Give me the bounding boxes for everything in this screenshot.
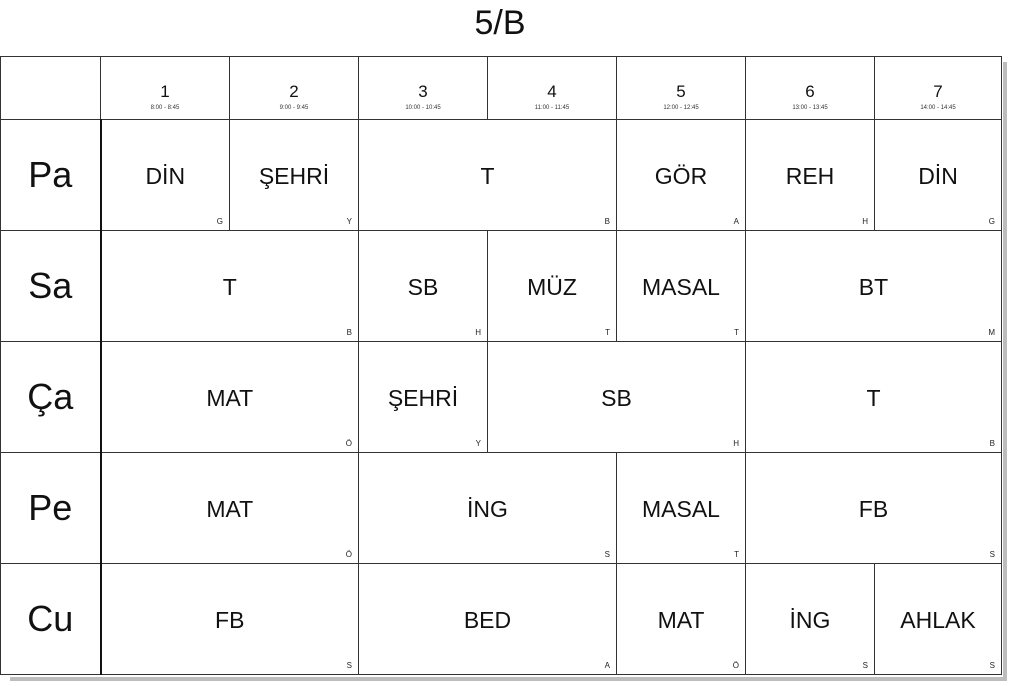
period-time: 11:00 - 11:45 (534, 105, 570, 111)
lesson-cell (746, 342, 1002, 453)
lesson-cell (488, 342, 746, 453)
lesson-teacher: Ö (345, 550, 352, 559)
period-number: 5 (676, 82, 686, 101)
period-number: 6 (805, 82, 815, 101)
lesson-cell (875, 564, 1002, 675)
period-time: 14:00 - 14:45 (920, 105, 956, 111)
lesson-teacher: G (216, 217, 223, 226)
lesson-teacher: S (989, 661, 995, 670)
lesson-subject: ŞEHRİ (387, 385, 459, 411)
period-header (746, 57, 875, 120)
lesson-subject: MASAL (642, 274, 720, 300)
lesson-cell (359, 564, 617, 675)
lesson-cell (230, 120, 359, 231)
day-row (1, 231, 1002, 342)
lesson-subject: MAT (206, 496, 254, 522)
period-time: 9:00 - 9:45 (279, 105, 309, 111)
period-time: 12:00 - 12:45 (663, 105, 699, 111)
lesson-teacher: G (988, 217, 995, 226)
lesson-cell (101, 120, 230, 231)
lesson-subject: T (222, 274, 237, 300)
lesson-teacher: S (989, 550, 995, 559)
lesson-subject: MÜZ (527, 274, 577, 300)
lesson-teacher: Y (475, 439, 481, 448)
lesson-teacher: S (604, 550, 610, 559)
day-row (1, 453, 1002, 564)
period-number: 7 (933, 82, 943, 101)
period-header (101, 57, 230, 120)
lesson-subject: MAT (206, 385, 254, 411)
lesson-teacher: A (604, 661, 610, 670)
period-time: 8:00 - 8:45 (150, 105, 180, 111)
period-header (359, 57, 488, 120)
lesson-teacher: Y (346, 217, 352, 226)
timetable (0, 56, 1002, 675)
lesson-cell (101, 564, 359, 675)
day-label: Pe (1, 453, 101, 564)
lesson-subject: DİN (145, 163, 186, 189)
lesson-teacher: B (989, 439, 995, 448)
lesson-cell (101, 231, 359, 342)
lesson-cell (101, 342, 359, 453)
lesson-subject: FB (858, 496, 889, 522)
lesson-subject: GÖR (654, 163, 708, 189)
lesson-subject: İNG (789, 607, 831, 633)
period-header (488, 57, 617, 120)
lesson-cell (875, 120, 1002, 231)
lesson-subject: T (866, 385, 881, 411)
frame-shadow-bottom (10, 677, 1007, 681)
lesson-cell (617, 453, 746, 564)
lesson-cell (617, 564, 746, 675)
lesson-teacher: T (734, 550, 739, 559)
period-time: 10:00 - 10:45 (405, 105, 441, 111)
lesson-cell (746, 231, 1002, 342)
day-label: Sa (1, 231, 101, 342)
lesson-subject: FB (215, 607, 245, 633)
lesson-subject: MAT (657, 607, 705, 633)
lesson-cell (617, 120, 746, 231)
lesson-teacher: B (346, 328, 352, 337)
day-label: Cu (1, 564, 101, 675)
lesson-subject: BED (463, 607, 512, 633)
lesson-teacher: T (605, 328, 610, 337)
lesson-teacher: Ö (732, 661, 739, 670)
period-header (617, 57, 746, 120)
lesson-teacher: B (604, 217, 610, 226)
lesson-teacher: S (862, 661, 868, 670)
lesson-subject: DİN (918, 163, 958, 189)
lesson-subject: SB (601, 385, 632, 411)
lesson-teacher: S (346, 661, 352, 670)
lesson-subject: BT (858, 274, 889, 300)
lesson-subject: İNG (467, 496, 508, 522)
lesson-subject: REH (785, 163, 835, 189)
lesson-cell (359, 342, 488, 453)
period-number: 1 (160, 82, 170, 101)
lesson-teacher: A (733, 217, 739, 226)
corner-cell (1, 57, 101, 120)
lesson-teacher: M (988, 328, 995, 337)
period-number: 4 (547, 82, 557, 101)
lesson-cell (359, 453, 617, 564)
header-row (1, 57, 1002, 120)
lesson-teacher: H (475, 328, 481, 337)
lesson-subject: T (480, 163, 495, 189)
period-header (230, 57, 359, 120)
page-title: 5/B (474, 4, 526, 42)
lesson-cell (359, 120, 617, 231)
period-header (875, 57, 1002, 120)
day-row (1, 564, 1002, 675)
lesson-cell (101, 453, 359, 564)
lesson-teacher: H (733, 439, 739, 448)
lesson-teacher: T (734, 328, 739, 337)
day-label: Ça (1, 342, 101, 453)
lesson-teacher: H (862, 217, 868, 226)
lesson-cell (359, 231, 488, 342)
lesson-cell (617, 231, 746, 342)
lesson-cell (488, 231, 617, 342)
day-row (1, 120, 1002, 231)
lesson-subject: AHLAK (900, 607, 976, 633)
lesson-teacher: Ö (345, 439, 352, 448)
frame-shadow-right (1003, 62, 1007, 681)
lesson-cell (746, 564, 875, 675)
lesson-cell (746, 453, 1002, 564)
lesson-subject: MASAL (642, 496, 720, 522)
lesson-cell (746, 120, 875, 231)
period-time: 13:00 - 13:45 (792, 105, 828, 111)
lesson-subject: ŞEHRİ (258, 163, 330, 189)
day-label: Pa (1, 120, 101, 231)
lesson-subject: SB (407, 274, 439, 300)
day-row (1, 342, 1002, 453)
period-number: 3 (418, 82, 428, 101)
period-number: 2 (289, 82, 299, 101)
